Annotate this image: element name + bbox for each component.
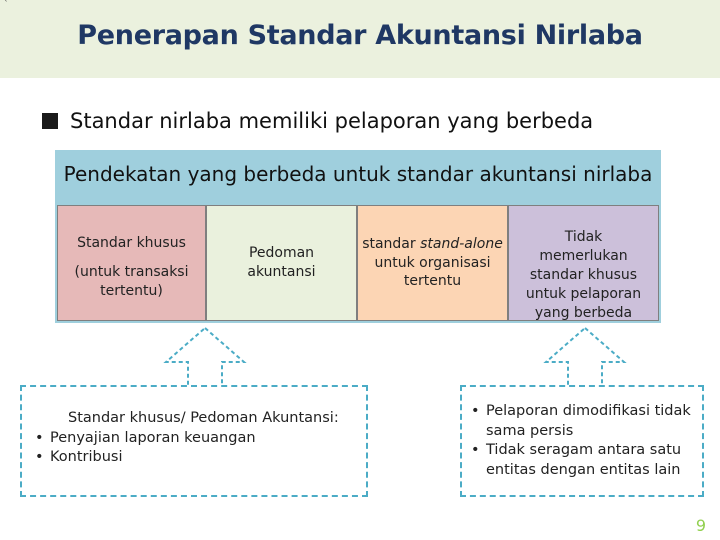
callout-left-list [32, 429, 356, 468]
main-bullet [42, 106, 593, 136]
box-standalone [357, 205, 508, 321]
box-tidak-memerlukan [508, 205, 659, 321]
box-standar-khusus [57, 205, 206, 321]
main-bullet-text: Standar nirlaba memiliki pelaporan yang berbeda [70, 109, 594, 133]
callout-left-heading: Standar khusus/ Pedoman Akuntansi: [68, 410, 339, 426]
up-arrow-left-icon [160, 326, 250, 388]
callout-right [460, 385, 704, 497]
box-standar-khusus-title: Standar khusus [77, 235, 186, 251]
box-pedoman-text: Pedoman akuntansi [247, 245, 316, 280]
box-standalone-italic: stand-alone [420, 235, 503, 252]
corner-mark: ` [4, 0, 9, 10]
slide-title: Penerapan Standar Akuntansi Nirlaba [77, 20, 643, 51]
box-standar-khusus-sub: (untuk transaksi tertentu) [74, 263, 189, 299]
box-standalone-post: untuk organisasi tertentu [374, 254, 491, 290]
list-item: • Pelaporan dimodifikasi tidak sama persis [468, 402, 696, 441]
list-item: • Tidak seragam antara satu entitas dengan entitas lain [468, 441, 696, 480]
callout-left [20, 385, 368, 497]
up-arrow-right-icon [540, 326, 630, 388]
list-item: • Penyajian laporan keuangan [32, 429, 356, 449]
box-pedoman [206, 205, 357, 321]
box-standalone-text [358, 235, 507, 292]
box-tidak-memerlukan-text: Tidak memerlukan standar khusus untuk pelaporan yang berbeda [525, 229, 642, 321]
panel-header: Pendekatan yang berbeda untuk standar akuntansi nirlaba [63, 162, 653, 186]
page-number: 9 [695, 516, 706, 535]
callout-right-list [468, 402, 696, 480]
list-item: • Kontribusi [32, 448, 356, 468]
box-standalone-pre: standar [362, 235, 421, 252]
square-bullet-icon [42, 113, 58, 129]
